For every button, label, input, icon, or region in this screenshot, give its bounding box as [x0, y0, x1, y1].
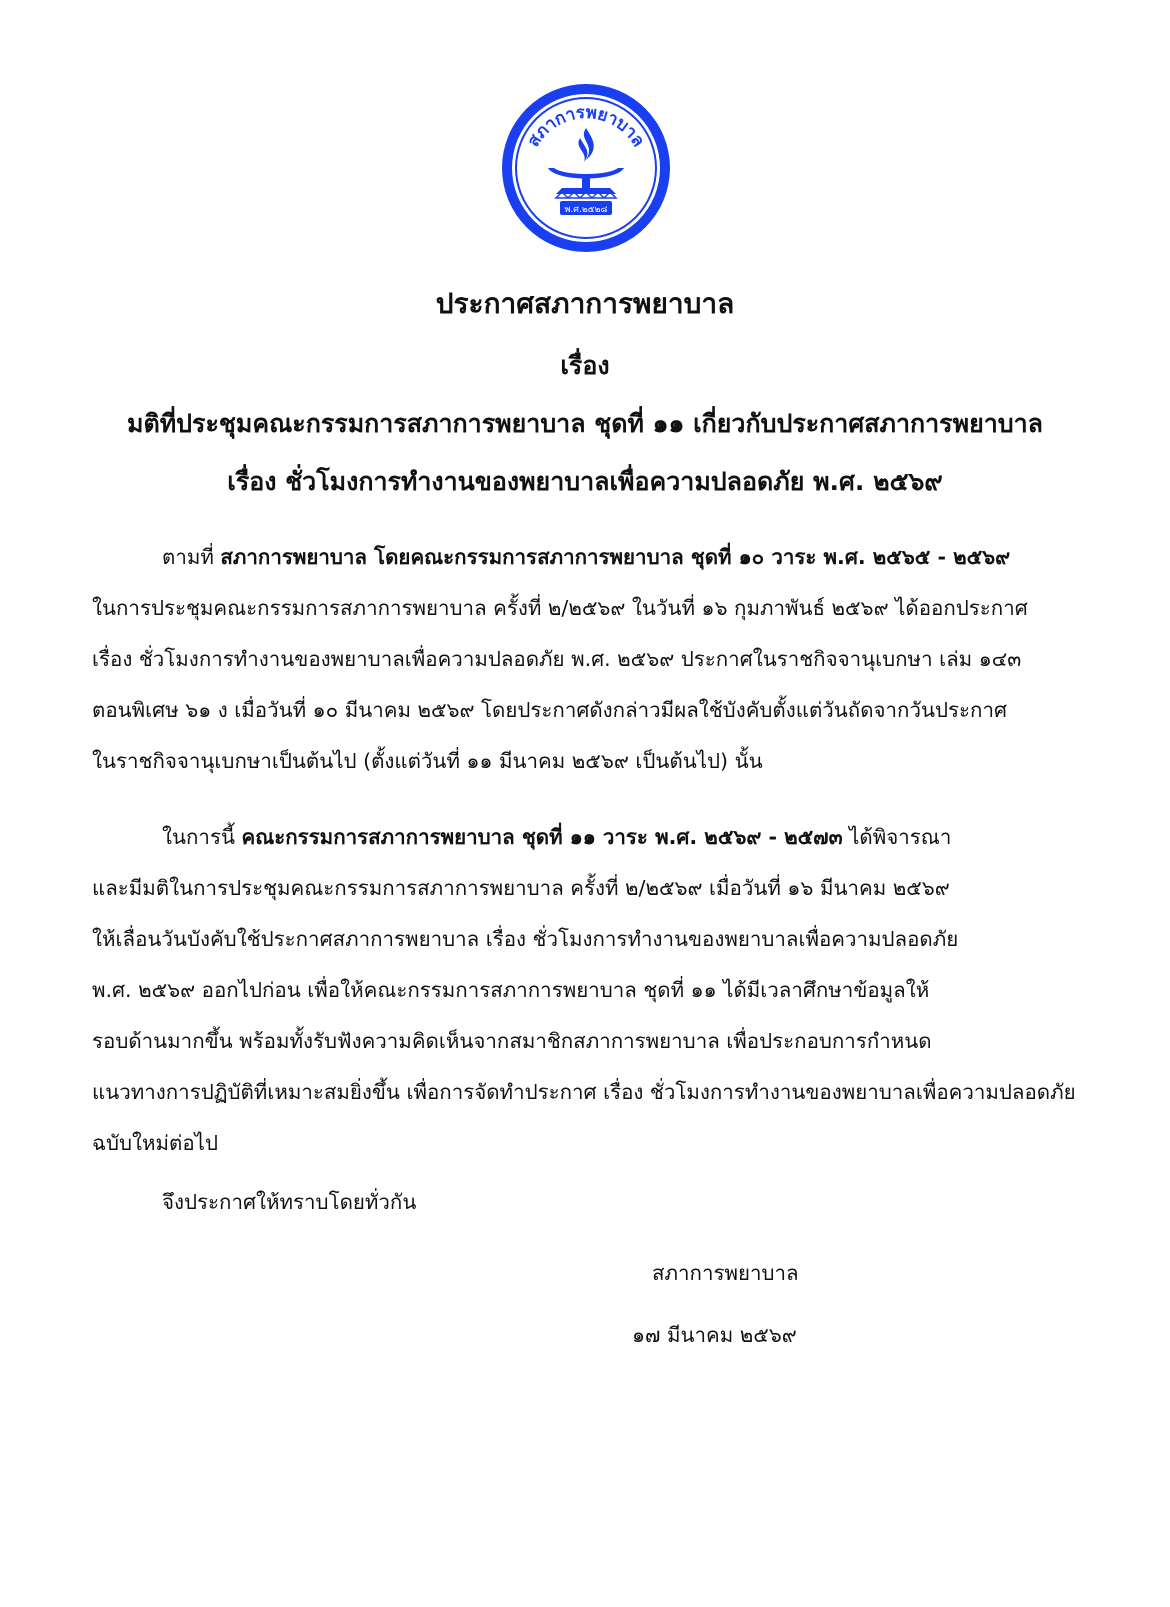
paragraph-1-line-1 — [92, 532, 1082, 583]
nursing-council-seal-logo — [500, 82, 672, 254]
paragraph-1-intro: ตามที่ — [162, 545, 221, 569]
logo-text: สภาการพยาบาล — [523, 102, 649, 151]
paragraph-2-line-7: ฉบับใหม่ต่อไป — [92, 1131, 218, 1155]
subject-line-1: มติที่ประชุมคณะกรรมการสภาการพยาบาล ชุดที่ ๑๑ เกี่ยวกับประกาศสภาการพยาบาล — [126, 409, 1043, 438]
paragraph-1-line-2: ในการประชุมคณะกรรมการสภาการพยาบาล ครั้งที่ ๒/๒๕๖๙ ในวันที่ ๑๖ กุมภาพันธ์ ๒๕๖๙ ได้ออกประกาศ — [92, 596, 1028, 620]
paragraph-2-line-5: รอบด้านมากขึ้น พร้อมทั้งรับฟังความคิดเห็นจากสมาชิกสภาการพยาบาล เพื่อประกอบการกำหนด — [92, 1029, 932, 1053]
subject-label: เรื่อง — [560, 351, 610, 380]
paragraph-2-line-6: แนวทางการปฏิบัติที่เหมาะสมยิ่งขึ้น เพื่อการจัดทำประกาศ เรื่อง ชั่วโมงการทำงานของพยาบาลเพื่อความปลอดภัย — [92, 1080, 1076, 1104]
paragraph-1-line-4: ตอนพิเศษ ๖๑ ง เมื่อวันที่ ๑๐ มีนาคม ๒๕๖๙ โดยประกาศดังกล่าวมีผลใช้บังคับตั้งแต่วันถัดจากวันประกาศ — [92, 698, 1007, 722]
paragraph-2-council-term: คณะกรรมการสภาการพยาบาล ชุดที่ ๑๑ วาระ พ.ศ. ๒๕๖๙ - ๒๕๗๓ — [241, 825, 843, 849]
signature-organization: สภาการพยาบาล — [652, 1261, 799, 1285]
paragraph-1-council-term: สภาการพยาบาล โดยคณะกรรมการสภาการพยาบาล ชุดที่ ๑๐ วาระ พ.ศ. ๒๕๖๕ - ๒๕๖๙ — [220, 545, 1011, 569]
paragraph-2-line-1-tail: ได้พิจารณา — [842, 825, 952, 849]
logo-year: พ.ศ.๒๕๒๘ — [564, 205, 608, 215]
paragraph-2 — [92, 812, 1082, 1169]
paragraph-1-line-3: เรื่อง ชั่วโมงการทำงานของพยาบาลเพื่อความปลอดภัย พ.ศ. ๒๕๖๙ ประกาศในราชกิจจานุเบกษา เล่ม ๑๔๓ — [92, 647, 1022, 671]
closing-statement: จึงประกาศให้ทราบโดยทั่วกัน — [162, 1190, 417, 1214]
paragraph-1-line-5: ในราชกิจจานุเบกษาเป็นต้นไป (ตั้งแต่วันที่ ๑๑ มีนาคม ๒๕๖๙ เป็นต้นไป) นั้น — [92, 749, 763, 773]
announcement-title: ประกาศสภาการพยาบาล — [435, 287, 735, 320]
paragraph-2-line-4: พ.ศ. ๒๕๖๙ ออกไปก่อน เพื่อให้คณะกรรมการสภาการพยาบาล ชุดที่ ๑๑ ได้มีเวลาศึกษาข้อมูลให้ — [92, 978, 930, 1002]
paragraph-2-line-1 — [92, 812, 1082, 863]
subject-line-2: เรื่อง ชั่วโมงการทำงานของพยาบาลเพื่อความปลอดภัย พ.ศ. ๒๕๖๙ — [227, 467, 943, 496]
paragraph-2-intro: ในการนี้ — [162, 825, 242, 849]
paragraph-2-line-3: ให้เลื่อนวันบังคับใช้ประกาศสภาการพยาบาล เรื่อง ชั่วโมงการทำงานของพยาบาลเพื่อความปลอดภัย — [92, 927, 959, 951]
paragraph-1 — [92, 532, 1082, 787]
signature-date: ๑๗ มีนาคม ๒๕๖๙ — [632, 1323, 797, 1347]
paragraph-2-line-2: และมีมติในการประชุมคณะกรรมการสภาการพยาบาล ครั้งที่ ๒/๒๕๖๙ เมื่อวันที่ ๑๖ มีนาคม ๒๕๖๙ — [92, 876, 950, 900]
